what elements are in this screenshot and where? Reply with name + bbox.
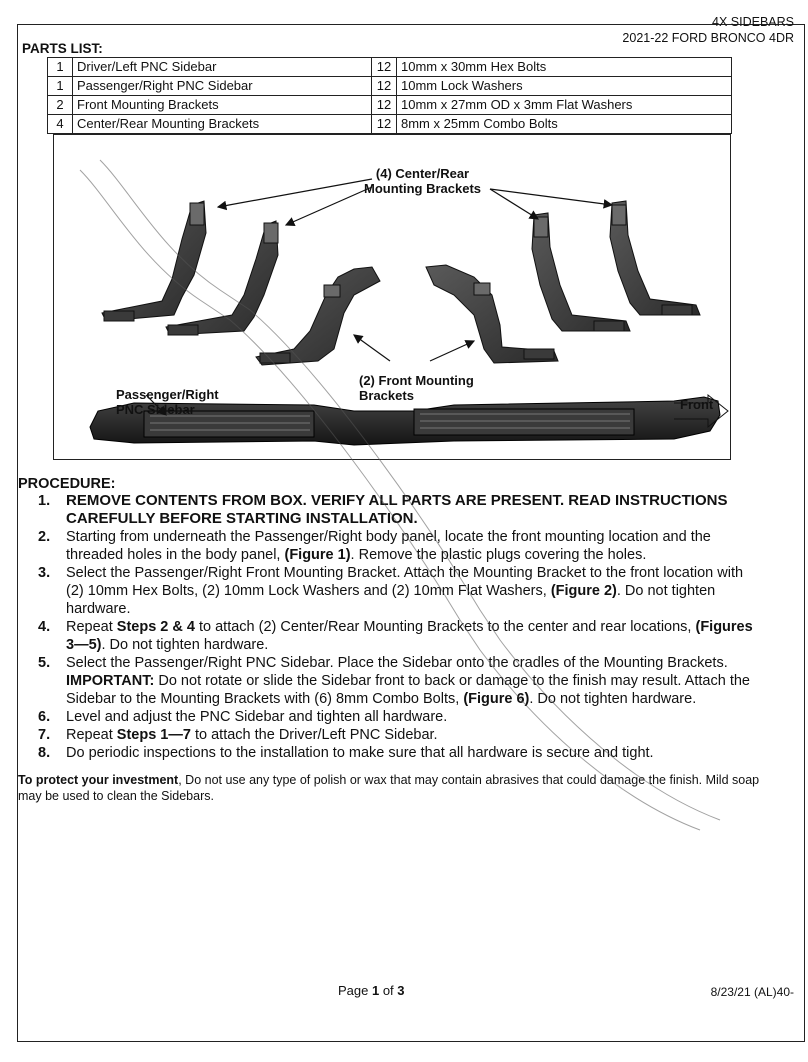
step-fragment: Do periodic inspections to the installation to make sure that all hardware is secure and tight. (66, 745, 654, 761)
document-header (622, 14, 794, 46)
label-front-direction: Front (680, 397, 714, 412)
label-front-brackets (359, 373, 474, 403)
step-fragment: Repeat (66, 619, 117, 635)
label-sidebar-line1: Passenger/Right (116, 387, 219, 402)
step-text (66, 655, 750, 707)
page-of: of (379, 983, 398, 998)
header-title: 4X SIDEBARS (712, 15, 794, 29)
step-fragment: Repeat (66, 727, 117, 743)
parts-qty: 12 (372, 77, 397, 96)
step-number: 5. (38, 655, 51, 671)
parts-list-title: PARTS LIST: (22, 41, 103, 56)
step-emphasis: Steps 2 & 4 (116, 619, 195, 635)
parts-name: 10mm Lock Washers (397, 77, 732, 96)
parts-qty: 1 (48, 77, 73, 96)
step-number: 7. (38, 727, 51, 743)
step-fragment: Select the Passenger/Right PNC Sidebar. Place the Sidebar onto the cradles of the Mounting Brackets. (66, 655, 728, 671)
parts-qty: 1 (48, 58, 73, 77)
step-text (66, 529, 711, 563)
care-note (18, 772, 778, 804)
care-note-lead: To protect your investment (18, 773, 179, 787)
procedure-step (18, 564, 758, 618)
step-number: 6. (38, 709, 51, 725)
procedure-step (18, 618, 758, 654)
page-label: Page (338, 983, 372, 998)
parts-name: Front Mounting Brackets (73, 96, 372, 115)
parts-name: 8mm x 25mm Combo Bolts (397, 115, 732, 134)
label-sidebar (116, 387, 219, 417)
parts-name: 10mm x 27mm OD x 3mm Flat Washers (397, 96, 732, 115)
procedure-title: PROCEDURE: (18, 476, 116, 492)
step-text (66, 565, 743, 617)
label-sidebar-line2: PNC Sidebar (116, 402, 195, 417)
front-mounting-bracket (426, 265, 558, 363)
page-current: 1 (371, 983, 380, 998)
parts-row (48, 115, 732, 134)
care-note-text: , Do not use any type of polish or wax that may contain abrasives that could damage the finish. Mild soap may be used to clean the Sidebars. (18, 773, 760, 803)
label-center-rear-brackets (364, 166, 481, 196)
step-fragment: . Do not tighten hardware. (66, 583, 716, 617)
step-emphasis: (Figure 1) (284, 547, 351, 563)
step-text (66, 745, 654, 761)
step-text (66, 709, 447, 725)
step-text (66, 727, 438, 743)
parts-qty: 2 (48, 96, 73, 115)
step-number: 4. (38, 619, 51, 635)
parts-name: 10mm x 30mm Hex Bolts (397, 58, 732, 77)
step-emphasis: (Figure 6) (463, 691, 530, 707)
parts-qty: 12 (372, 96, 397, 115)
step-emphasis: IMPORTANT: (66, 673, 155, 689)
step-emphasis: (Figures 3—5) (66, 619, 753, 653)
step-fragment: REMOVE CONTENTS FROM BOX. VERIFY ALL PARTS ARE PRESENT. READ INSTRUCTIONS CAREFULLY BEFORE STARTING INSTALLATION. (66, 492, 728, 527)
step-number: 8. (38, 745, 51, 761)
parts-name: Driver/Left PNC Sidebar (73, 58, 372, 77)
step-text (66, 619, 753, 653)
label-front-line2: Brackets (359, 388, 414, 403)
step-fragment: Level and adjust the PNC Sidebar and tighten all hardware. (66, 709, 448, 725)
step-number: 2. (38, 529, 51, 545)
step-fragment: Do not rotate or slide the Sidebar front to back or damage to the finish may result. Attach the Sidebar to the Mounting Brackets with (6) 8mm Combo Bolts, (66, 673, 750, 707)
center-rear-bracket (610, 201, 700, 315)
parts-row (48, 77, 732, 96)
parts-figure (53, 134, 731, 460)
step-fragment: to attach the Driver/Left PNC Sidebar. (190, 727, 438, 743)
step-number: 3. (38, 565, 51, 581)
step-emphasis: Steps 1—7 (116, 727, 191, 743)
parts-qty: 12 (372, 115, 397, 134)
procedure-step (18, 492, 758, 528)
parts-list-table (47, 57, 732, 134)
front-mounting-bracket (256, 267, 380, 365)
procedure-step (18, 528, 758, 564)
procedure-steps (18, 492, 758, 762)
procedure-step (18, 654, 758, 708)
step-fragment: . Do not tighten hardware. (101, 637, 269, 653)
step-fragment: Starting from underneath the Passenger/Right body panel, locate the front mounting location and the threaded holes in the body panel, (66, 529, 711, 563)
parts-qty: 4 (48, 115, 73, 134)
revision-code: 8/23/21 (AL)40- (710, 985, 794, 999)
procedure-step (18, 726, 758, 744)
page-total: 3 (397, 983, 405, 998)
label-front-line1: (2) Front Mounting (359, 373, 474, 388)
step-fragment: . Do not tighten hardware. (529, 691, 697, 707)
step-number: 1. (38, 493, 51, 509)
parts-name: Passenger/Right PNC Sidebar (73, 77, 372, 96)
procedure-step (18, 744, 758, 762)
step-fragment: Select the Passenger/Right Front Mounting Bracket. Attach the Mounting Bracket to the front location with (2) 10mm Hex Bolts, (2) 10mm Lock Washers and (2) 10mm Flat Washers, (66, 565, 744, 599)
procedure-step (18, 708, 758, 726)
label-center-rear-line2: Mounting Brackets (364, 181, 482, 196)
parts-name: Center/Rear Mounting Brackets (73, 115, 372, 134)
center-rear-bracket (102, 201, 206, 321)
header-vehicle: 2021-22 FORD BRONCO 4DR (622, 31, 794, 45)
parts-row (48, 96, 732, 115)
step-emphasis: (Figure 2) (550, 583, 617, 599)
step-fragment: to attach (2) Center/Rear Mounting Brackets to the center and rear locations, (194, 619, 696, 635)
parts-qty: 12 (372, 58, 397, 77)
label-center-rear-line1: (4) Center/Rear (375, 166, 470, 181)
page-number (338, 983, 405, 998)
step-text (66, 492, 727, 527)
step-fragment: . Remove the plastic plugs covering the holes. (350, 547, 647, 563)
parts-row (48, 58, 732, 77)
